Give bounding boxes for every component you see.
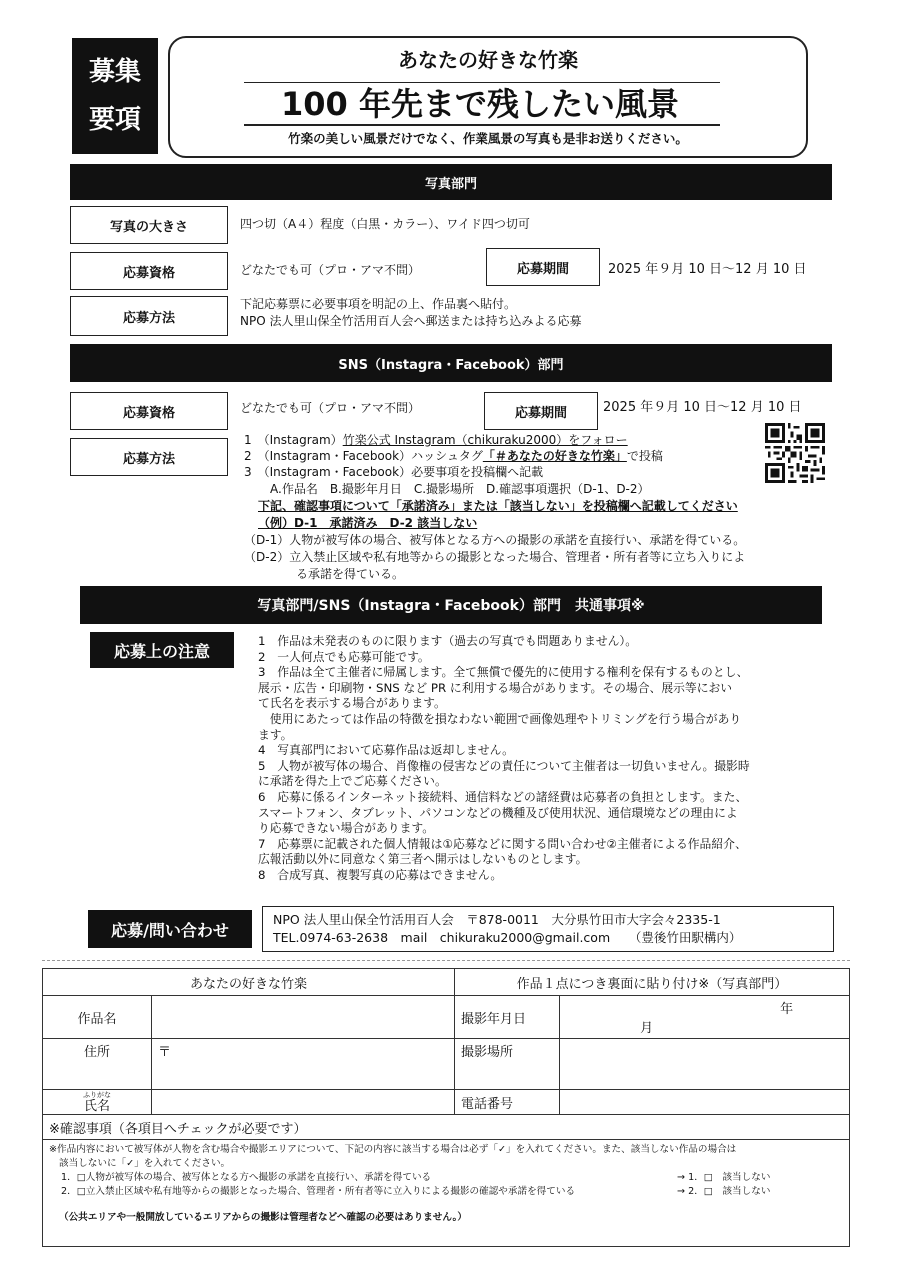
photo-period-value: 2025 年９月 10 日〜12 月 10 日 xyxy=(608,262,807,277)
form-address-label: 住所 xyxy=(43,1039,152,1090)
photo-method-line1: 下記応募票に必要事項を明記の上、作品裏へ貼付。 xyxy=(240,297,517,311)
confirm-item1[interactable]: 1．□人物が被写体の場合、被写体となる方へ撮影の承諾を直接行い、承諾を得ている xyxy=(61,1172,432,1183)
postal-mark: 〒 xyxy=(158,1045,172,1060)
badge-line2: 要項 xyxy=(88,105,141,135)
photo-size-value: 四つ切（A４）程度（白黒・カラー）、ワイド四つ切可 xyxy=(240,217,530,231)
form-phone-field[interactable] xyxy=(560,1090,850,1115)
form-title-label: 作品名 xyxy=(43,996,152,1039)
note-line: 1 作品は未発表のものに限ります（過去の写真でも問題ありません）。 xyxy=(258,634,638,648)
cut-line xyxy=(42,960,850,961)
recruitment-badge xyxy=(72,38,158,154)
form-year: 年 xyxy=(780,1002,794,1017)
photo-method-line2: NPO 法人里山保全竹活用百人会へ郵送または持ち込みよる応募 xyxy=(240,314,582,328)
confirm-footer-note: （公共エリアや一般開放しているエリアからの撮影は管理者などへ確認の必要はありません。） xyxy=(59,1212,467,1223)
form-title-field[interactable] xyxy=(152,996,455,1039)
confirm-note1: ※作品内容において被写体が人物を含む場合や撮影エリアについて、下記の内容に該当する場合は必ず「✓」を入れてください。また、該当しない作品の場合は xyxy=(49,1144,737,1155)
sns-instruction: 下記、確認事項について「承諾済み」または「該当しない」を投稿欄へ記載してください xyxy=(258,499,738,513)
form-confirm-body xyxy=(43,1140,850,1247)
contact-box xyxy=(262,906,834,952)
hashtag-text: 「＃あなたの好きな竹楽」 xyxy=(482,449,627,463)
photo-eligibility-label: 応募資格 xyxy=(70,252,228,290)
photo-period-label: 応募期間 xyxy=(486,248,600,286)
main-title-underline xyxy=(244,124,720,126)
form-date-field[interactable] xyxy=(560,996,850,1039)
note-line: スマートフォン、タブレット、パソコンなどの機種及び使用状況、通信環境などの理由によ xyxy=(258,805,738,820)
confirm-note2: 該当しないに「✓」を入れてください。 xyxy=(59,1158,231,1169)
sns-example: （例）D-1 承諾済み D-2 該当しない xyxy=(258,516,478,530)
sns-section-heading: SNS（Instagra・Facebook）部門 xyxy=(70,344,832,382)
instagram-follow-link[interactable]: 竹楽公式 Instagram（chikuraku2000）をフォロー xyxy=(342,433,628,447)
contact-line1: NPO 法人里山保全竹活用百人会 〒878-0011 大分県竹田市大字会々2335-1 xyxy=(273,912,721,927)
sns-period-label: 応募期間 xyxy=(484,392,598,430)
qr-code-icon[interactable] xyxy=(765,423,825,483)
photo-section-heading: 写真部門 xyxy=(70,164,832,200)
note-line: 5 人物が被写体の場合、肖像権の侵害などの責任について主催者は一切負いません。撮影時 xyxy=(258,758,750,773)
sns-eligibility-label: 応募資格 xyxy=(70,392,228,430)
subtitle: あなたの好きな竹楽 xyxy=(398,48,578,72)
note-line: り応募できない場合があります。 xyxy=(258,821,435,836)
note-line: 3 作品は全て主催者に帰属します。全て無償で優先的に使用する権利を保有するものとし、 xyxy=(258,665,749,680)
note-line: 8 合成写真、複製写真の応募はできません。 xyxy=(258,867,503,882)
form-address-field[interactable] xyxy=(152,1039,455,1090)
photo-method-label: 応募方法 xyxy=(70,296,228,336)
form-date-label: 撮影年月日 xyxy=(455,996,560,1039)
form-confirm-heading: ※確認事項（各項目へチェックが必要です） xyxy=(43,1115,850,1140)
note-line: 4 写真部門において応募作品は返却しません。 xyxy=(258,743,514,758)
note-line: に承諾を得た上でご応募ください。 xyxy=(258,774,447,789)
photo-eligibility-value: どなたでも可（プロ・アマ不問） xyxy=(240,263,421,277)
sns-step1-prefix: 1 （Instagram） xyxy=(244,433,343,447)
contact-label: 応募/問い合わせ xyxy=(88,910,252,948)
tagline: 竹楽の美しい風景だけでなく、作業風景の写真も是非お送りください。 xyxy=(288,131,688,146)
note-line: 7 応募票に記載された個人情報は①応募などに関する問い合わせ②主催者による作品紹介、 xyxy=(258,836,747,851)
sns-step3: 3 （Instagram・Facebook）必要事項を投稿欄へ記載 xyxy=(244,465,544,479)
notes-list xyxy=(258,634,848,884)
sns-d2: （D-2）立入禁止区域や私有地等からの撮影となった場合、管理者・所有者等に立ち入りによ xyxy=(244,550,746,564)
form-location-field[interactable] xyxy=(560,1039,850,1090)
confirm-item2-row xyxy=(49,1185,843,1199)
form-name-field[interactable] xyxy=(152,1090,455,1115)
form-name-label: 氏名 xyxy=(83,1098,110,1114)
title-box xyxy=(168,36,808,158)
form-header-right: 作品１点につき裏面に貼り付け※（写真部門） xyxy=(455,969,850,996)
form-header-left: あなたの好きな竹楽 xyxy=(43,969,455,996)
confirm-item1-alt[interactable]: → 1．□ 該当しない xyxy=(677,1172,771,1183)
entry-form xyxy=(42,968,850,1247)
form-month: 月 xyxy=(640,1021,654,1036)
sns-period-value: 2025 年９月 10 日〜12 月 10 日 xyxy=(603,400,802,415)
badge-line1: 募集 xyxy=(88,57,141,87)
note-line: ます。 xyxy=(258,727,293,742)
form-location-label: 撮影場所 xyxy=(455,1039,560,1090)
common-section-heading: 写真部門/SNS（Instagra・Facebook）部門 共通事項※ xyxy=(80,586,822,624)
photo-size-label: 写真の大きさ xyxy=(70,206,228,244)
confirm-item1-row xyxy=(49,1171,843,1185)
note-line: 6 応募に係るインターネット接続料、通信料などの諸経費は応募者の負担とします。また、 xyxy=(258,789,748,804)
sns-step2 xyxy=(244,448,663,464)
note-line: 展示・広告・印刷物・SNS など PR に利用する場合があります。その場合、展示等におい xyxy=(258,680,733,695)
sns-d1: （D-1）人物が被写体の場合、被写体となる方への撮影の承諾を直接行い、承諾を得ている。 xyxy=(244,533,746,547)
contact-line2: TEL.0974-63-2638 mail chikuraku2000@gmail.com （豊後竹田駅構内） xyxy=(273,930,742,945)
note-line: て氏名を表示する場合があります。 xyxy=(258,696,446,711)
sns-step1 xyxy=(244,432,628,448)
sns-step2-suffix: で投稿 xyxy=(626,449,663,463)
main-title: 100 年先まで残したい風景 xyxy=(281,85,679,123)
form-phone-label: 電話番号 xyxy=(455,1090,560,1115)
sns-eligibility-value: どなたでも可（プロ・アマ不問） xyxy=(240,401,421,415)
notes-label: 応募上の注意 xyxy=(90,632,234,668)
confirm-item2-alt[interactable]: → 2．□ 該当しない xyxy=(677,1186,771,1197)
sns-fields: A.作品名 B.撮影年月日 C.撮影場所 D.確認事項選択（D-1、D-2） xyxy=(270,482,650,496)
confirm-item2[interactable]: 2．□立入禁止区域や私有地等からの撮影となった場合、管理者・所有者等に立入りによる撮影の確認や承諾を得ている xyxy=(61,1186,576,1197)
sns-step2-prefix: 2 （Instagram・Facebook）ハッシュタグ xyxy=(244,449,483,463)
title-underline xyxy=(244,82,720,83)
sns-method-label: 応募方法 xyxy=(70,438,228,476)
note-line: 2 一人何点でも応募可能です。 xyxy=(258,649,430,664)
note-line: 使用にあたっては作品の特徴を損なわない範囲で画像処理やトリミングを行う場合があり xyxy=(258,711,742,726)
sns-d2-cont: る承諾を得ている。 xyxy=(296,567,405,581)
note-line: 広報活動以外に同意なく第三者へ開示はしないものとします。 xyxy=(258,852,588,867)
form-name-cell xyxy=(43,1090,152,1115)
form-name-ruby: ふりがな xyxy=(83,1090,111,1099)
